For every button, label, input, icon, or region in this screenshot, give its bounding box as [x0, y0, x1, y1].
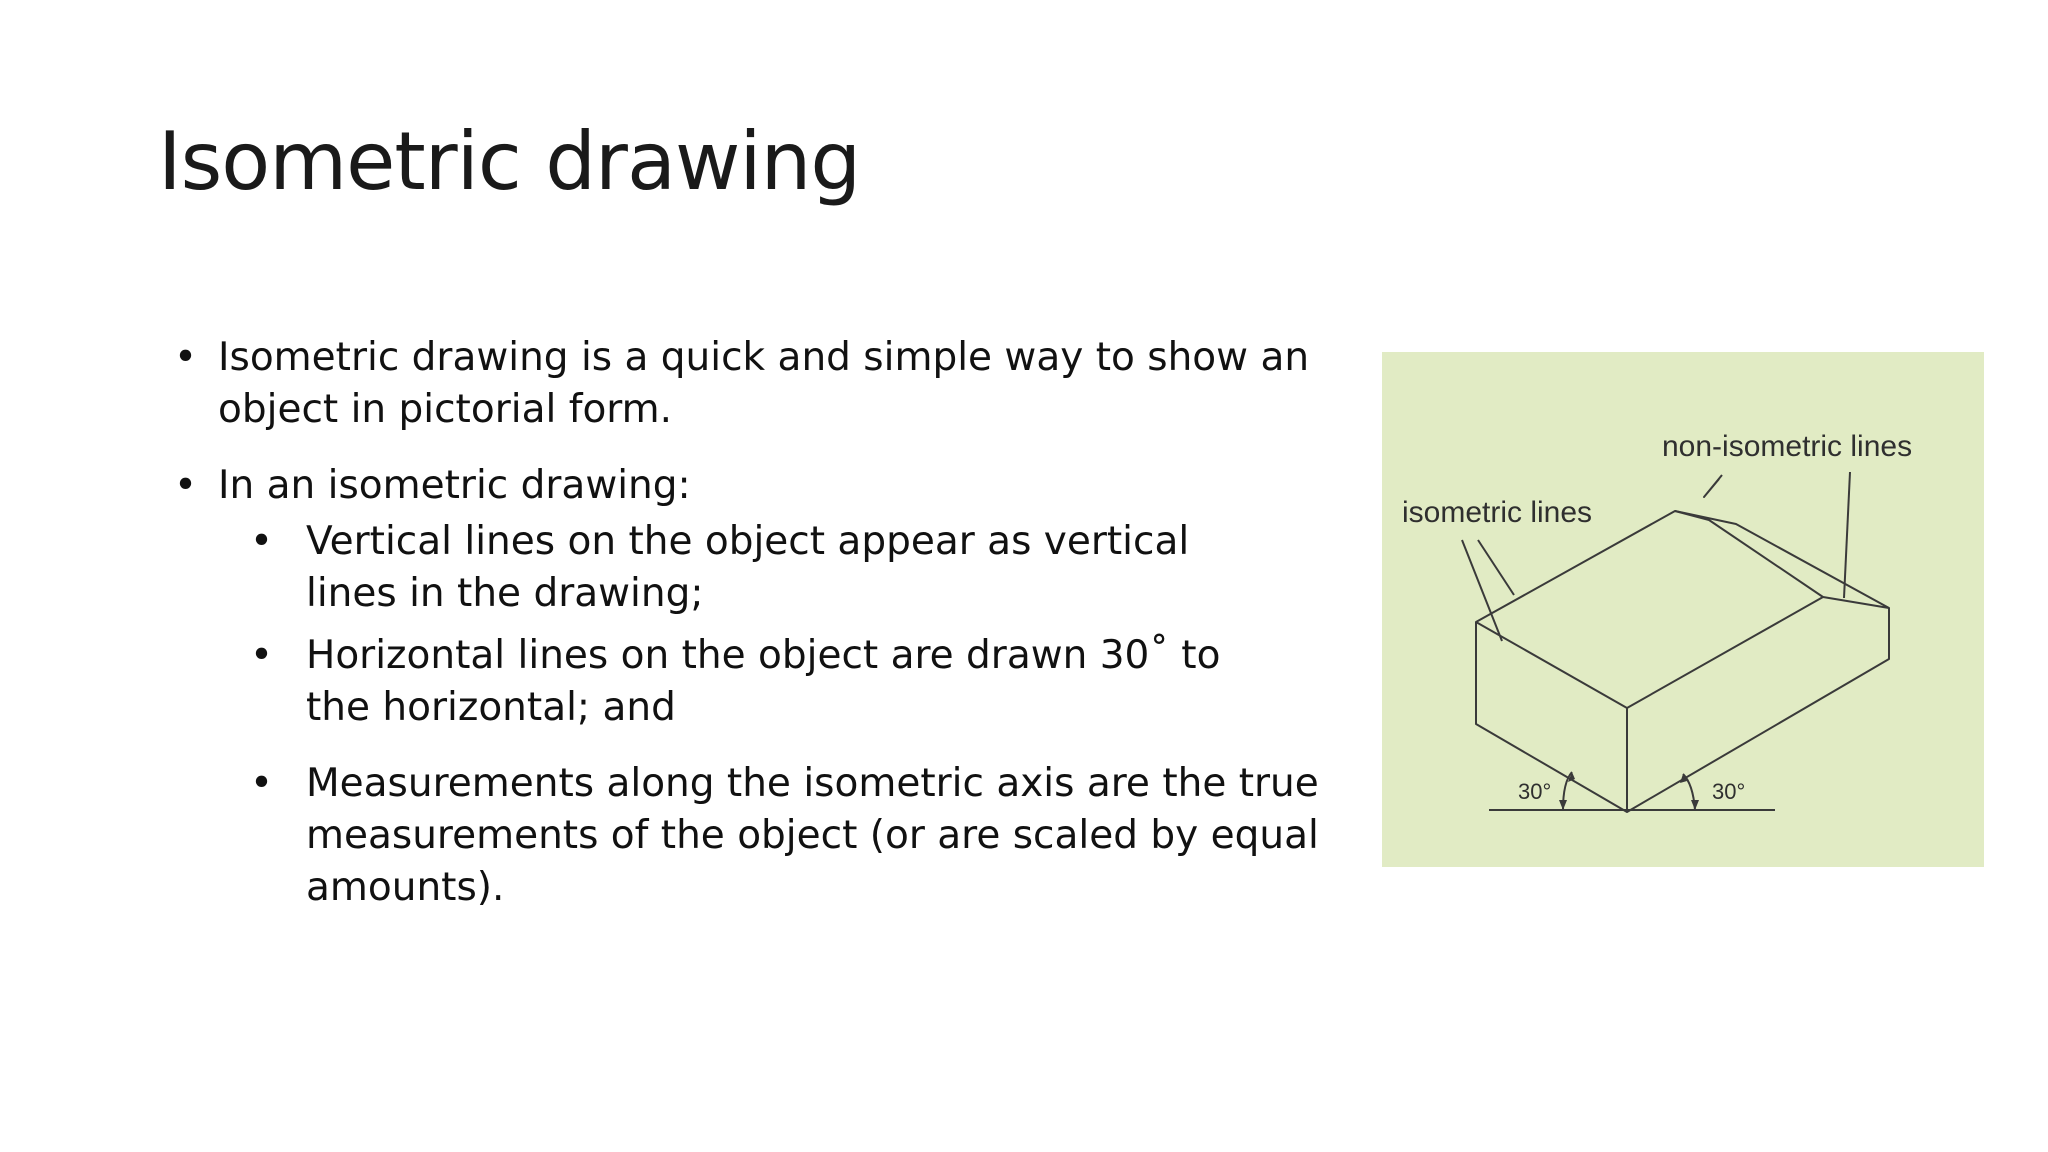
sub-bullet-text: Measurements along the isometric axis are the true measurements of the object (or are scaled by equal amounts).	[306, 761, 1319, 910]
bullet-text: In an isometric drawing:	[218, 463, 691, 508]
bullet-marker: •	[250, 519, 274, 564]
sub-bullet-item	[170, 630, 1236, 734]
sub-bullet-item	[170, 758, 1356, 914]
box-edge	[1476, 597, 1889, 708]
sub-bullet-text: Vertical lines on the object appear as vertical lines in the drawing;	[306, 519, 1190, 616]
arrowhead	[1559, 800, 1567, 810]
bullet-marker: •	[174, 463, 198, 508]
bullet-item	[170, 332, 1340, 436]
label-angle-right: 30°	[1712, 779, 1746, 804]
isometric-box-diagram	[1382, 352, 1984, 867]
bullet-marker: •	[250, 633, 274, 678]
isometric-figure	[1382, 352, 1984, 867]
leader-line	[1704, 475, 1722, 497]
box-edge	[1675, 511, 1823, 597]
sub-bullet-item	[170, 516, 1206, 620]
bullet-marker: •	[174, 335, 198, 380]
box-outline	[1476, 511, 1889, 812]
bullet-text: Isometric drawing is a quick and simple way to show an object in pictorial form.	[218, 335, 1310, 432]
label-non-isometric-lines: non-isometric lines	[1662, 430, 1913, 463]
leader-line	[1844, 472, 1850, 598]
arrowhead	[1691, 800, 1699, 810]
leader-line	[1478, 540, 1514, 595]
bullet-item	[170, 460, 1340, 512]
sub-bullet-text: Horizontal lines on the object are drawn 30˚ to the horizontal; and	[306, 633, 1221, 730]
bullet-list	[170, 332, 1340, 914]
slide-title: Isometric drawing	[158, 115, 861, 208]
label-angle-left: 30°	[1518, 779, 1552, 804]
bullet-marker: •	[250, 761, 274, 806]
label-isometric-lines: isometric lines	[1402, 496, 1593, 529]
sub-bullet-list	[170, 516, 1319, 914]
